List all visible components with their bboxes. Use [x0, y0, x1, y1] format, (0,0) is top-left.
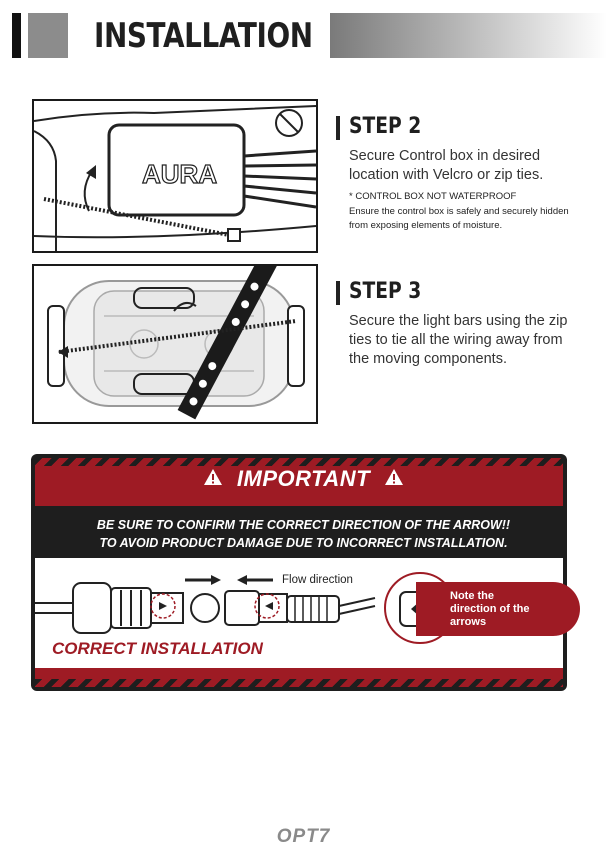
- important-title: [0, 466, 607, 492]
- hazard-stripe-bottom: [35, 679, 563, 687]
- step3-title: STEP 3: [349, 279, 422, 304]
- step3-illustration: [32, 264, 318, 424]
- step2-title: STEP 2: [349, 114, 422, 139]
- aura-box-label: AURA: [142, 159, 218, 189]
- step3-marker: [336, 281, 340, 305]
- correct-installation-label: CORRECT INSTALLATION: [52, 639, 263, 658]
- step2-marker: [336, 116, 340, 140]
- flow-direction-label: Flow direction: [282, 574, 353, 586]
- important-line-2: TO AVOID PRODUCT DAMAGE DUE TO INCORRECT INSTALLATION.: [99, 536, 508, 550]
- step3-description: Secure the light bars using the zip ties to tie all the wiring away from the moving components.: [349, 313, 568, 367]
- step2-note-heading: * CONTROL BOX NOT WATERPROOF: [349, 191, 517, 202]
- step2-description: Secure Control box in desired location with Velcro or zip ties.: [349, 148, 544, 183]
- important-title-text: IMPORTANT: [236, 466, 371, 491]
- step2-illustration: [32, 99, 318, 253]
- header-accent-block: [28, 13, 68, 58]
- header-accent-bar: [12, 13, 21, 58]
- page-title: INSTALLATION: [94, 16, 313, 56]
- brand-logo: OPT7: [276, 826, 331, 847]
- important-line-1: BE SURE TO CONFIRM THE CORRECT DIRECTION OF THE ARROW!!: [96, 518, 511, 532]
- warning-icon: [203, 466, 223, 492]
- hazard-stripe-top: [35, 458, 563, 466]
- note-text: Note the direction of the arrows: [450, 590, 530, 628]
- header-gradient-bar: [330, 13, 607, 58]
- warning-icon: [384, 466, 404, 492]
- step2-note-text: Ensure the control box is safely and securely hidden from exposing elements of moisture.: [349, 206, 569, 231]
